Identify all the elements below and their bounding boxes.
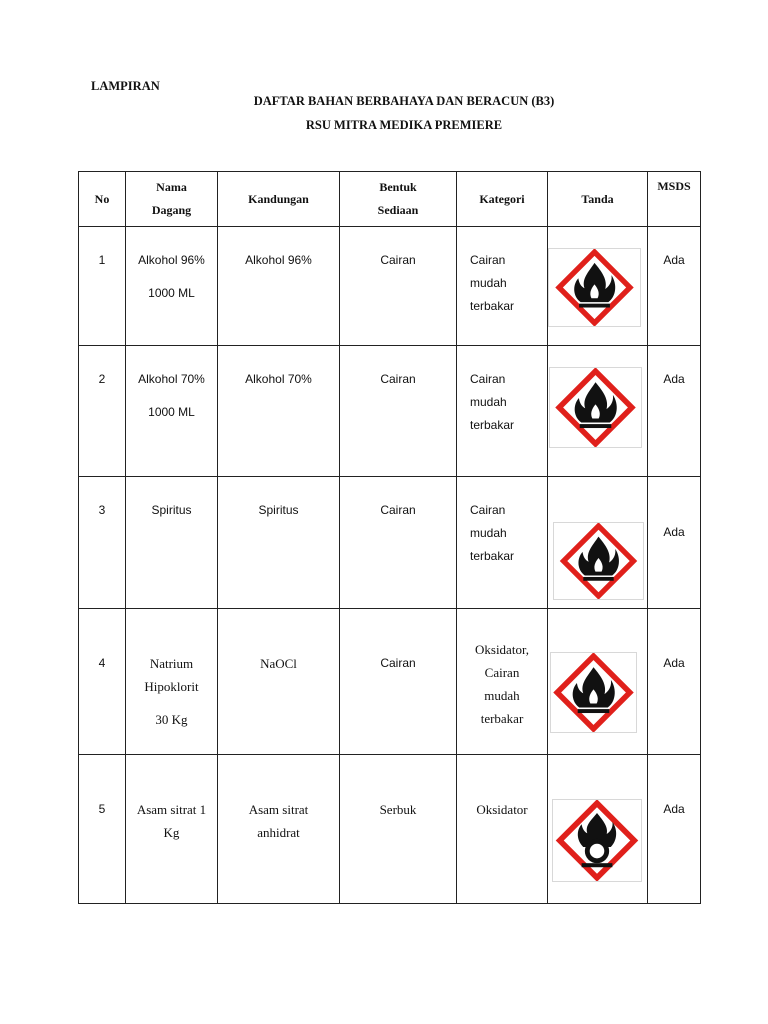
table-row <box>79 477 701 609</box>
lampiran-label: LAMPIRAN <box>91 79 160 93</box>
cell-kandungan <box>218 755 340 904</box>
flammable-icon <box>549 367 642 448</box>
kandungan-line: NaOCl <box>260 656 297 671</box>
kategori-line: Oksidator <box>476 802 528 817</box>
table-row <box>79 346 701 477</box>
table-row <box>79 609 701 755</box>
cell-kategori <box>457 227 548 346</box>
msds-value: Ada <box>663 656 685 670</box>
msds-value: Ada <box>663 525 685 539</box>
header-nama-line1: Nama <box>156 180 187 194</box>
kategori-line: Cairan <box>470 503 506 517</box>
kandungan-line: Alkohol 96% <box>245 253 312 267</box>
cell-kategori <box>457 346 548 477</box>
header-msds: MSDS <box>648 172 701 227</box>
cell-nama <box>126 477 218 609</box>
header-kandungan: Kandungan <box>218 172 340 227</box>
cell-tanda <box>548 477 648 609</box>
cell-no <box>79 346 126 477</box>
kategori-line: mudah <box>484 688 520 703</box>
bentuk-value: Cairan <box>380 372 416 386</box>
nama-line: 1000 ML <box>148 405 195 419</box>
header-no: No <box>79 172 126 227</box>
row-number: 2 <box>98 372 106 386</box>
cell-nama <box>126 755 218 904</box>
cell-no <box>79 609 126 755</box>
msds-value: Ada <box>663 372 685 386</box>
table-header-row <box>79 172 701 227</box>
row-number: 4 <box>98 656 106 670</box>
cell-kandungan <box>218 227 340 346</box>
nama-line: 1000 ML <box>148 286 195 300</box>
cell-bentuk <box>340 755 457 904</box>
institution-name: RSU MITRA MEDIKA PREMIERE <box>305 118 503 132</box>
kategori-line: mudah <box>470 276 507 290</box>
kategori-line: terbakar <box>470 549 515 563</box>
cell-no <box>79 755 126 904</box>
document-title: DAFTAR BAHAN BERBAHAYA DAN BERACUN (B3) <box>253 94 555 108</box>
cell-kandungan <box>218 609 340 755</box>
nama-line: Natrium <box>149 656 194 671</box>
cell-bentuk <box>340 346 457 477</box>
header-tanda: Tanda <box>548 172 648 227</box>
flammable-icon <box>553 522 644 600</box>
kategori-line: terbakar <box>470 418 515 432</box>
msds-value: Ada <box>663 802 685 816</box>
bentuk-value: Serbuk <box>379 802 417 817</box>
row-number: 1 <box>98 253 106 267</box>
cell-nama <box>126 227 218 346</box>
cell-bentuk <box>340 477 457 609</box>
kategori-line: mudah <box>470 395 507 409</box>
cell-kandungan <box>218 477 340 609</box>
cell-msds <box>648 477 701 609</box>
header-bentuk-line2: Sediaan <box>377 203 419 217</box>
bentuk-value: Cairan <box>380 656 416 670</box>
cell-msds <box>648 346 701 477</box>
nama-line: Kg <box>163 825 180 840</box>
kategori-line: Oksidator, <box>475 642 529 657</box>
table-row <box>79 755 701 904</box>
cell-tanda <box>548 609 648 755</box>
cell-no <box>79 477 126 609</box>
cell-kategori <box>457 609 548 755</box>
header-bentuk-sediaan <box>340 172 457 227</box>
cell-msds <box>648 755 701 904</box>
cell-kategori <box>457 755 548 904</box>
kategori-line: Cairan <box>470 372 506 386</box>
cell-nama <box>126 609 218 755</box>
cell-nama <box>126 346 218 477</box>
msds-value: Ada <box>663 253 685 267</box>
row-number: 3 <box>98 503 106 517</box>
oxidizer-icon <box>552 799 642 882</box>
nama-line: Hipoklorit <box>144 679 199 694</box>
flammable-icon <box>548 248 641 327</box>
cell-no <box>79 227 126 346</box>
nama-line: 30 Kg <box>155 712 188 727</box>
nama-line: Alkohol 70% <box>138 372 205 386</box>
bentuk-value: Cairan <box>380 253 416 267</box>
row-number: 5 <box>98 802 106 816</box>
bentuk-value: Cairan <box>380 503 416 517</box>
kandungan-line: Alkohol 70% <box>245 372 312 386</box>
cell-kategori <box>457 477 548 609</box>
cell-msds <box>648 609 701 755</box>
b3-table <box>78 171 701 904</box>
cell-kandungan <box>218 346 340 477</box>
kandungan-line: Spiritus <box>258 503 299 517</box>
kategori-line: Cairan <box>470 253 506 267</box>
kategori-line: terbakar <box>470 299 515 313</box>
header-bentuk-line1: Bentuk <box>379 180 417 194</box>
cell-bentuk <box>340 227 457 346</box>
table-row <box>79 227 701 346</box>
cell-tanda <box>548 346 648 477</box>
cell-bentuk <box>340 609 457 755</box>
kandungan-line: anhidrat <box>257 825 300 840</box>
nama-line: Alkohol 96% <box>138 253 205 267</box>
header-kategori: Kategori <box>457 172 548 227</box>
nama-line: Spiritus <box>151 503 192 517</box>
kategori-line: Cairan <box>484 665 520 680</box>
header-nama-dagang <box>126 172 218 227</box>
cell-tanda <box>548 755 648 904</box>
kategori-line: mudah <box>470 526 507 540</box>
nama-line: Asam sitrat 1 <box>136 802 207 817</box>
kategori-line: terbakar <box>480 711 524 726</box>
kandungan-line: Asam sitrat <box>248 802 309 817</box>
header-nama-line2: Dagang <box>151 203 192 217</box>
cell-msds <box>648 227 701 346</box>
flammable-icon <box>550 652 637 733</box>
cell-tanda <box>548 227 648 346</box>
